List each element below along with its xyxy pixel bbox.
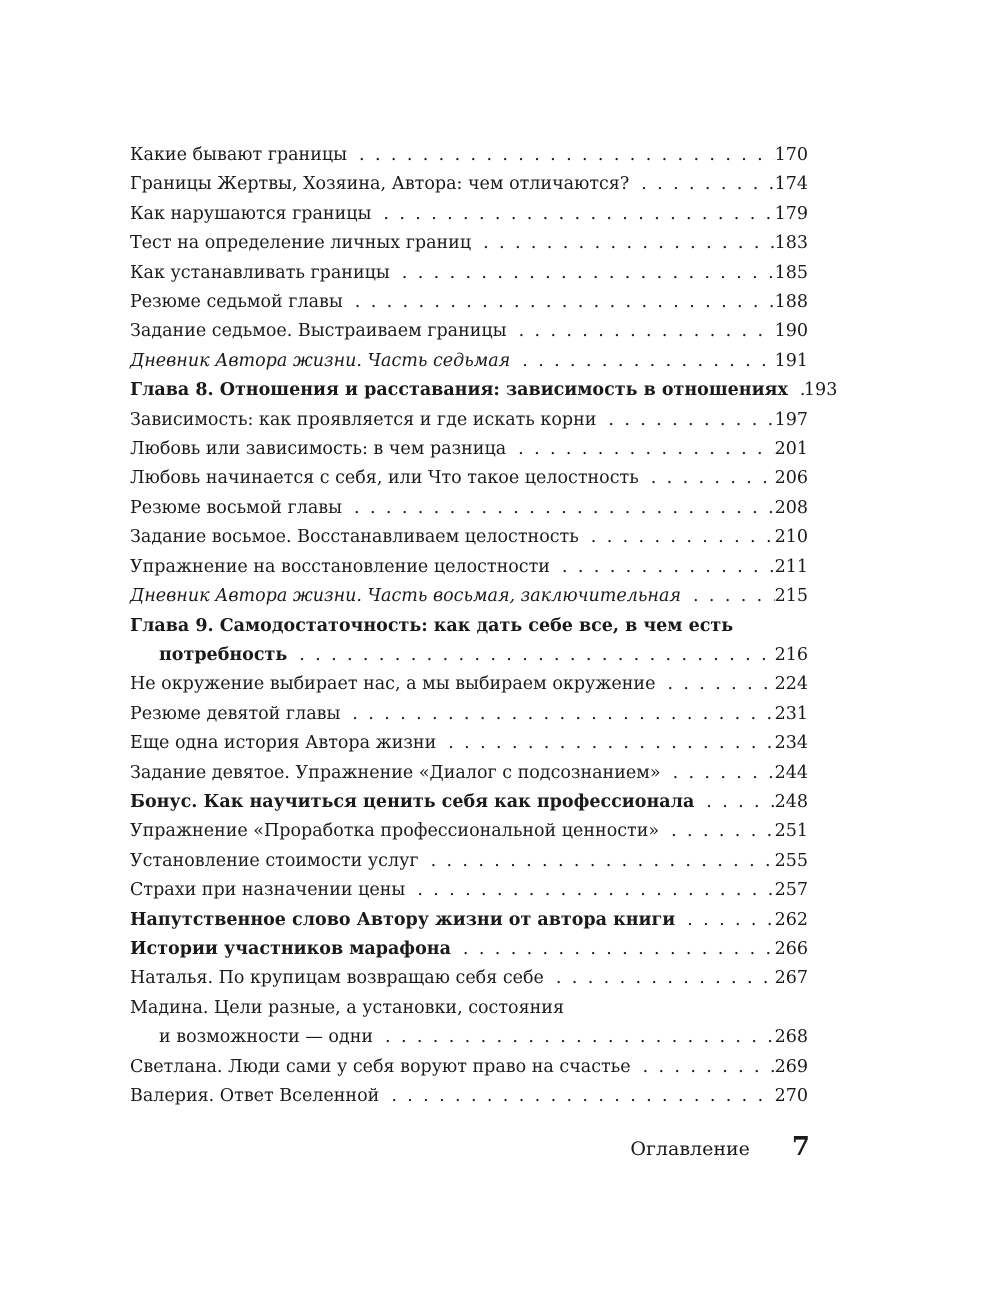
toc-entry-row bbox=[130, 641, 808, 670]
dot-leader bbox=[342, 494, 775, 523]
toc-entry-title: Глава 8. Отношения и расставания: зависимость в отношениях bbox=[130, 380, 788, 401]
toc-entry-title: Глава 9. Самодостаточность: как дать себе все, в чем есть bbox=[130, 615, 734, 636]
toc-entry-title: Страхи при назначении цены bbox=[130, 880, 406, 901]
toc-page-number: 174 bbox=[774, 174, 808, 195]
toc-entry bbox=[130, 994, 808, 1053]
toc-entry-row bbox=[130, 347, 808, 376]
toc-page-number: 211 bbox=[774, 556, 808, 577]
toc-page-number: 262 bbox=[774, 909, 808, 930]
toc-entry-title: Валерия. Ответ Вселенной bbox=[130, 1086, 380, 1106]
toc-entry bbox=[130, 435, 808, 464]
toc-entry-title: Наталья. По крупицам возвращаю себя себе bbox=[130, 968, 544, 989]
toc-entry-title: Резюме восьмой главы bbox=[130, 497, 343, 518]
toc-entry bbox=[130, 700, 808, 729]
toc-page-number: 231 bbox=[774, 703, 808, 724]
dot-leader bbox=[506, 435, 774, 464]
toc-entry bbox=[130, 817, 808, 846]
dot-leader bbox=[507, 317, 775, 346]
toc-entry bbox=[130, 582, 808, 611]
toc-entry bbox=[130, 288, 808, 317]
toc-entry bbox=[130, 670, 808, 699]
toc-entry-row bbox=[130, 582, 808, 611]
toc-entry-row bbox=[130, 1082, 808, 1111]
running-footer-title: Оглавление bbox=[630, 1138, 750, 1160]
toc-entry-row bbox=[130, 464, 808, 493]
toc-entry-row bbox=[130, 229, 808, 258]
dot-leader bbox=[579, 523, 775, 552]
toc-page-number: 266 bbox=[774, 938, 808, 959]
toc-entry-row bbox=[130, 670, 808, 699]
toc-entry bbox=[130, 1082, 808, 1111]
toc-entry-title: Дневник Автора жизни. Часть седьмая bbox=[130, 350, 511, 371]
toc-page-number: 216 bbox=[774, 644, 808, 665]
toc-entry-row bbox=[130, 788, 808, 817]
toc-entry bbox=[130, 906, 808, 935]
dot-leader bbox=[629, 170, 774, 199]
dot-leader bbox=[659, 817, 775, 846]
toc-page-number: 257 bbox=[774, 880, 808, 901]
dot-leader bbox=[788, 376, 804, 405]
toc-entry bbox=[130, 729, 808, 758]
toc-entry bbox=[130, 935, 808, 964]
toc-page-number: 183 bbox=[774, 233, 808, 254]
toc-page-number: 193 bbox=[803, 380, 838, 401]
toc-entry-title: Не окружение выбирает нас, а мы выбираем окружение bbox=[130, 674, 656, 695]
page-number: 7 bbox=[791, 1132, 810, 1162]
toc-entry bbox=[130, 1053, 808, 1082]
toc-entry bbox=[130, 141, 808, 170]
toc-entry bbox=[130, 553, 808, 582]
dot-leader bbox=[390, 259, 775, 288]
toc-entry bbox=[130, 170, 808, 199]
dot-leader bbox=[471, 229, 774, 258]
toc-entry-title: Зависимость: как проявляется и где искать корни bbox=[130, 409, 597, 430]
toc-entry-row bbox=[130, 1023, 808, 1052]
dot-leader bbox=[451, 935, 775, 964]
toc-entry-row bbox=[130, 494, 808, 523]
toc-entry-title-continuation: и возможности — одни bbox=[159, 1027, 374, 1048]
toc-entry-title: Напутственное слово Автору жизни от автора книги bbox=[130, 909, 676, 930]
toc-page-number: 269 bbox=[774, 1056, 808, 1077]
toc-entry-title-continuation: потребность bbox=[159, 644, 288, 665]
dot-leader bbox=[550, 553, 775, 582]
toc-entry bbox=[130, 464, 808, 493]
dot-leader bbox=[596, 406, 774, 435]
toc-page-number: 244 bbox=[774, 762, 808, 783]
dot-leader bbox=[639, 464, 775, 493]
toc-entry-title: Резюме седьмой главы bbox=[130, 292, 343, 313]
dot-leader bbox=[675, 906, 774, 935]
dot-leader bbox=[436, 729, 774, 758]
toc-page-number: 188 bbox=[774, 292, 808, 313]
toc-entry-title: Задание восьмое. Восстанавливаем целостность bbox=[130, 527, 579, 548]
toc-page-number: 251 bbox=[774, 821, 808, 842]
toc-entry-title: Упражнение «Проработка профессиональной ценности» bbox=[130, 821, 660, 842]
toc-entry-row bbox=[130, 700, 808, 729]
toc-entry-title: Как нарушаются границы bbox=[130, 203, 372, 224]
toc-entry bbox=[130, 876, 808, 905]
toc-entry-row bbox=[130, 553, 808, 582]
toc-entry-row bbox=[130, 435, 808, 464]
toc-entry-title: Дневник Автора жизни. Часть восьмая, заключительная bbox=[130, 586, 681, 607]
toc-entry-row bbox=[130, 906, 808, 935]
toc-page-number: 248 bbox=[774, 791, 808, 812]
toc-entry bbox=[130, 376, 838, 405]
dot-leader bbox=[681, 582, 775, 611]
toc-page-number: 185 bbox=[774, 262, 808, 283]
dot-leader bbox=[419, 847, 775, 876]
toc-entry-row bbox=[130, 406, 808, 435]
toc-entry bbox=[130, 523, 808, 552]
dot-leader bbox=[694, 788, 774, 817]
toc-page-number: 179 bbox=[774, 203, 808, 224]
toc-entry-title: Тест на определение личных границ bbox=[130, 233, 472, 254]
toc-entry-row bbox=[130, 259, 808, 288]
toc-entry-row bbox=[130, 729, 808, 758]
dot-leader bbox=[631, 1053, 775, 1082]
toc-page-number: 215 bbox=[774, 586, 808, 607]
toc-page-number: 197 bbox=[774, 409, 808, 430]
toc-entry-row bbox=[130, 170, 808, 199]
toc-entry bbox=[130, 200, 808, 229]
toc-page-number: 270 bbox=[774, 1086, 808, 1106]
toc-page-number: 224 bbox=[774, 674, 808, 695]
toc-page-number: 191 bbox=[774, 350, 808, 371]
toc-entry-title: Истории участников марафона bbox=[130, 938, 451, 959]
toc-entry-row bbox=[130, 141, 808, 170]
toc-entry bbox=[130, 406, 808, 435]
dot-leader bbox=[343, 288, 775, 317]
toc-entry-title: Мадина. Цели разные, а установки, состояния bbox=[130, 997, 564, 1018]
dot-leader bbox=[347, 141, 775, 170]
toc-entry-row bbox=[130, 317, 808, 346]
toc-entry-row bbox=[130, 759, 808, 788]
toc-entry-row bbox=[130, 876, 808, 905]
table-of-contents bbox=[130, 141, 838, 1111]
toc-entry bbox=[130, 788, 808, 817]
toc-entry bbox=[130, 847, 808, 876]
toc-entry-title: Задание седьмое. Выстраиваем границы bbox=[130, 321, 507, 342]
toc-entry bbox=[130, 494, 808, 523]
toc-entry bbox=[130, 317, 808, 346]
toc-entry-row bbox=[130, 200, 808, 229]
toc-page-number: 234 bbox=[774, 733, 808, 754]
toc-page-number: 190 bbox=[774, 321, 808, 342]
toc-entry bbox=[130, 964, 808, 993]
dot-leader bbox=[287, 641, 774, 670]
toc-entry-title: Резюме девятой главы bbox=[130, 703, 341, 724]
toc-entry-row bbox=[130, 847, 808, 876]
toc-page-number: 206 bbox=[774, 468, 808, 489]
dot-leader bbox=[379, 1082, 774, 1111]
toc-page-number: 255 bbox=[774, 850, 808, 871]
toc-entry-title: Еще одна история Автора жизни bbox=[130, 733, 437, 754]
toc-entry bbox=[130, 229, 808, 258]
toc-entry-row bbox=[130, 935, 808, 964]
toc-entry-title: Бонус. Как научиться ценить себя как профессионала bbox=[130, 791, 695, 812]
toc-entry-row bbox=[130, 817, 808, 846]
toc-page-number: 208 bbox=[774, 497, 808, 518]
toc-entry-title: Задание девятое. Упражнение «Диалог с подсознанием» bbox=[130, 762, 661, 783]
toc-entry-row bbox=[130, 964, 808, 993]
toc-page-number: 267 bbox=[774, 968, 808, 989]
toc-entry-title: Любовь начинается с себя, или Что такое целостность bbox=[130, 468, 639, 489]
dot-leader bbox=[661, 759, 775, 788]
toc-entry bbox=[130, 259, 808, 288]
toc-entry-title: Светлана. Люди сами у себя воруют право на счастье bbox=[130, 1056, 631, 1077]
toc-entry bbox=[130, 612, 808, 671]
toc-entry-row bbox=[130, 1053, 808, 1082]
dot-leader bbox=[373, 1023, 775, 1052]
dot-leader bbox=[510, 347, 774, 376]
toc-entry-row bbox=[130, 288, 808, 317]
toc-entry-title: Как устанавливать границы bbox=[130, 262, 390, 283]
toc-entry-row bbox=[130, 376, 838, 405]
toc-page-number: 201 bbox=[774, 439, 808, 460]
dot-leader bbox=[544, 964, 775, 993]
toc-page-number: 210 bbox=[774, 527, 808, 548]
toc-entry bbox=[130, 759, 808, 788]
dot-leader bbox=[655, 670, 774, 699]
toc-entry-title: Какие бывают границы bbox=[130, 145, 348, 165]
toc-entry-title: Границы Жертвы, Хозяина, Автора: чем отличаются? bbox=[130, 174, 630, 195]
toc-entry-title: Любовь или зависимость: в чем разница bbox=[130, 439, 507, 460]
toc-page-number: 170 bbox=[774, 145, 808, 165]
toc-page-number: 268 bbox=[774, 1027, 808, 1048]
toc-entry-title: Упражнение на восстановление целостности bbox=[130, 556, 550, 577]
dot-leader bbox=[405, 876, 774, 905]
toc-entry-row bbox=[130, 523, 808, 552]
dot-leader bbox=[371, 200, 774, 229]
toc-entry-title: Установление стоимости услуг bbox=[130, 850, 419, 871]
page-footer bbox=[600, 1132, 810, 1172]
dot-leader bbox=[340, 700, 774, 729]
toc-entry bbox=[130, 347, 808, 376]
